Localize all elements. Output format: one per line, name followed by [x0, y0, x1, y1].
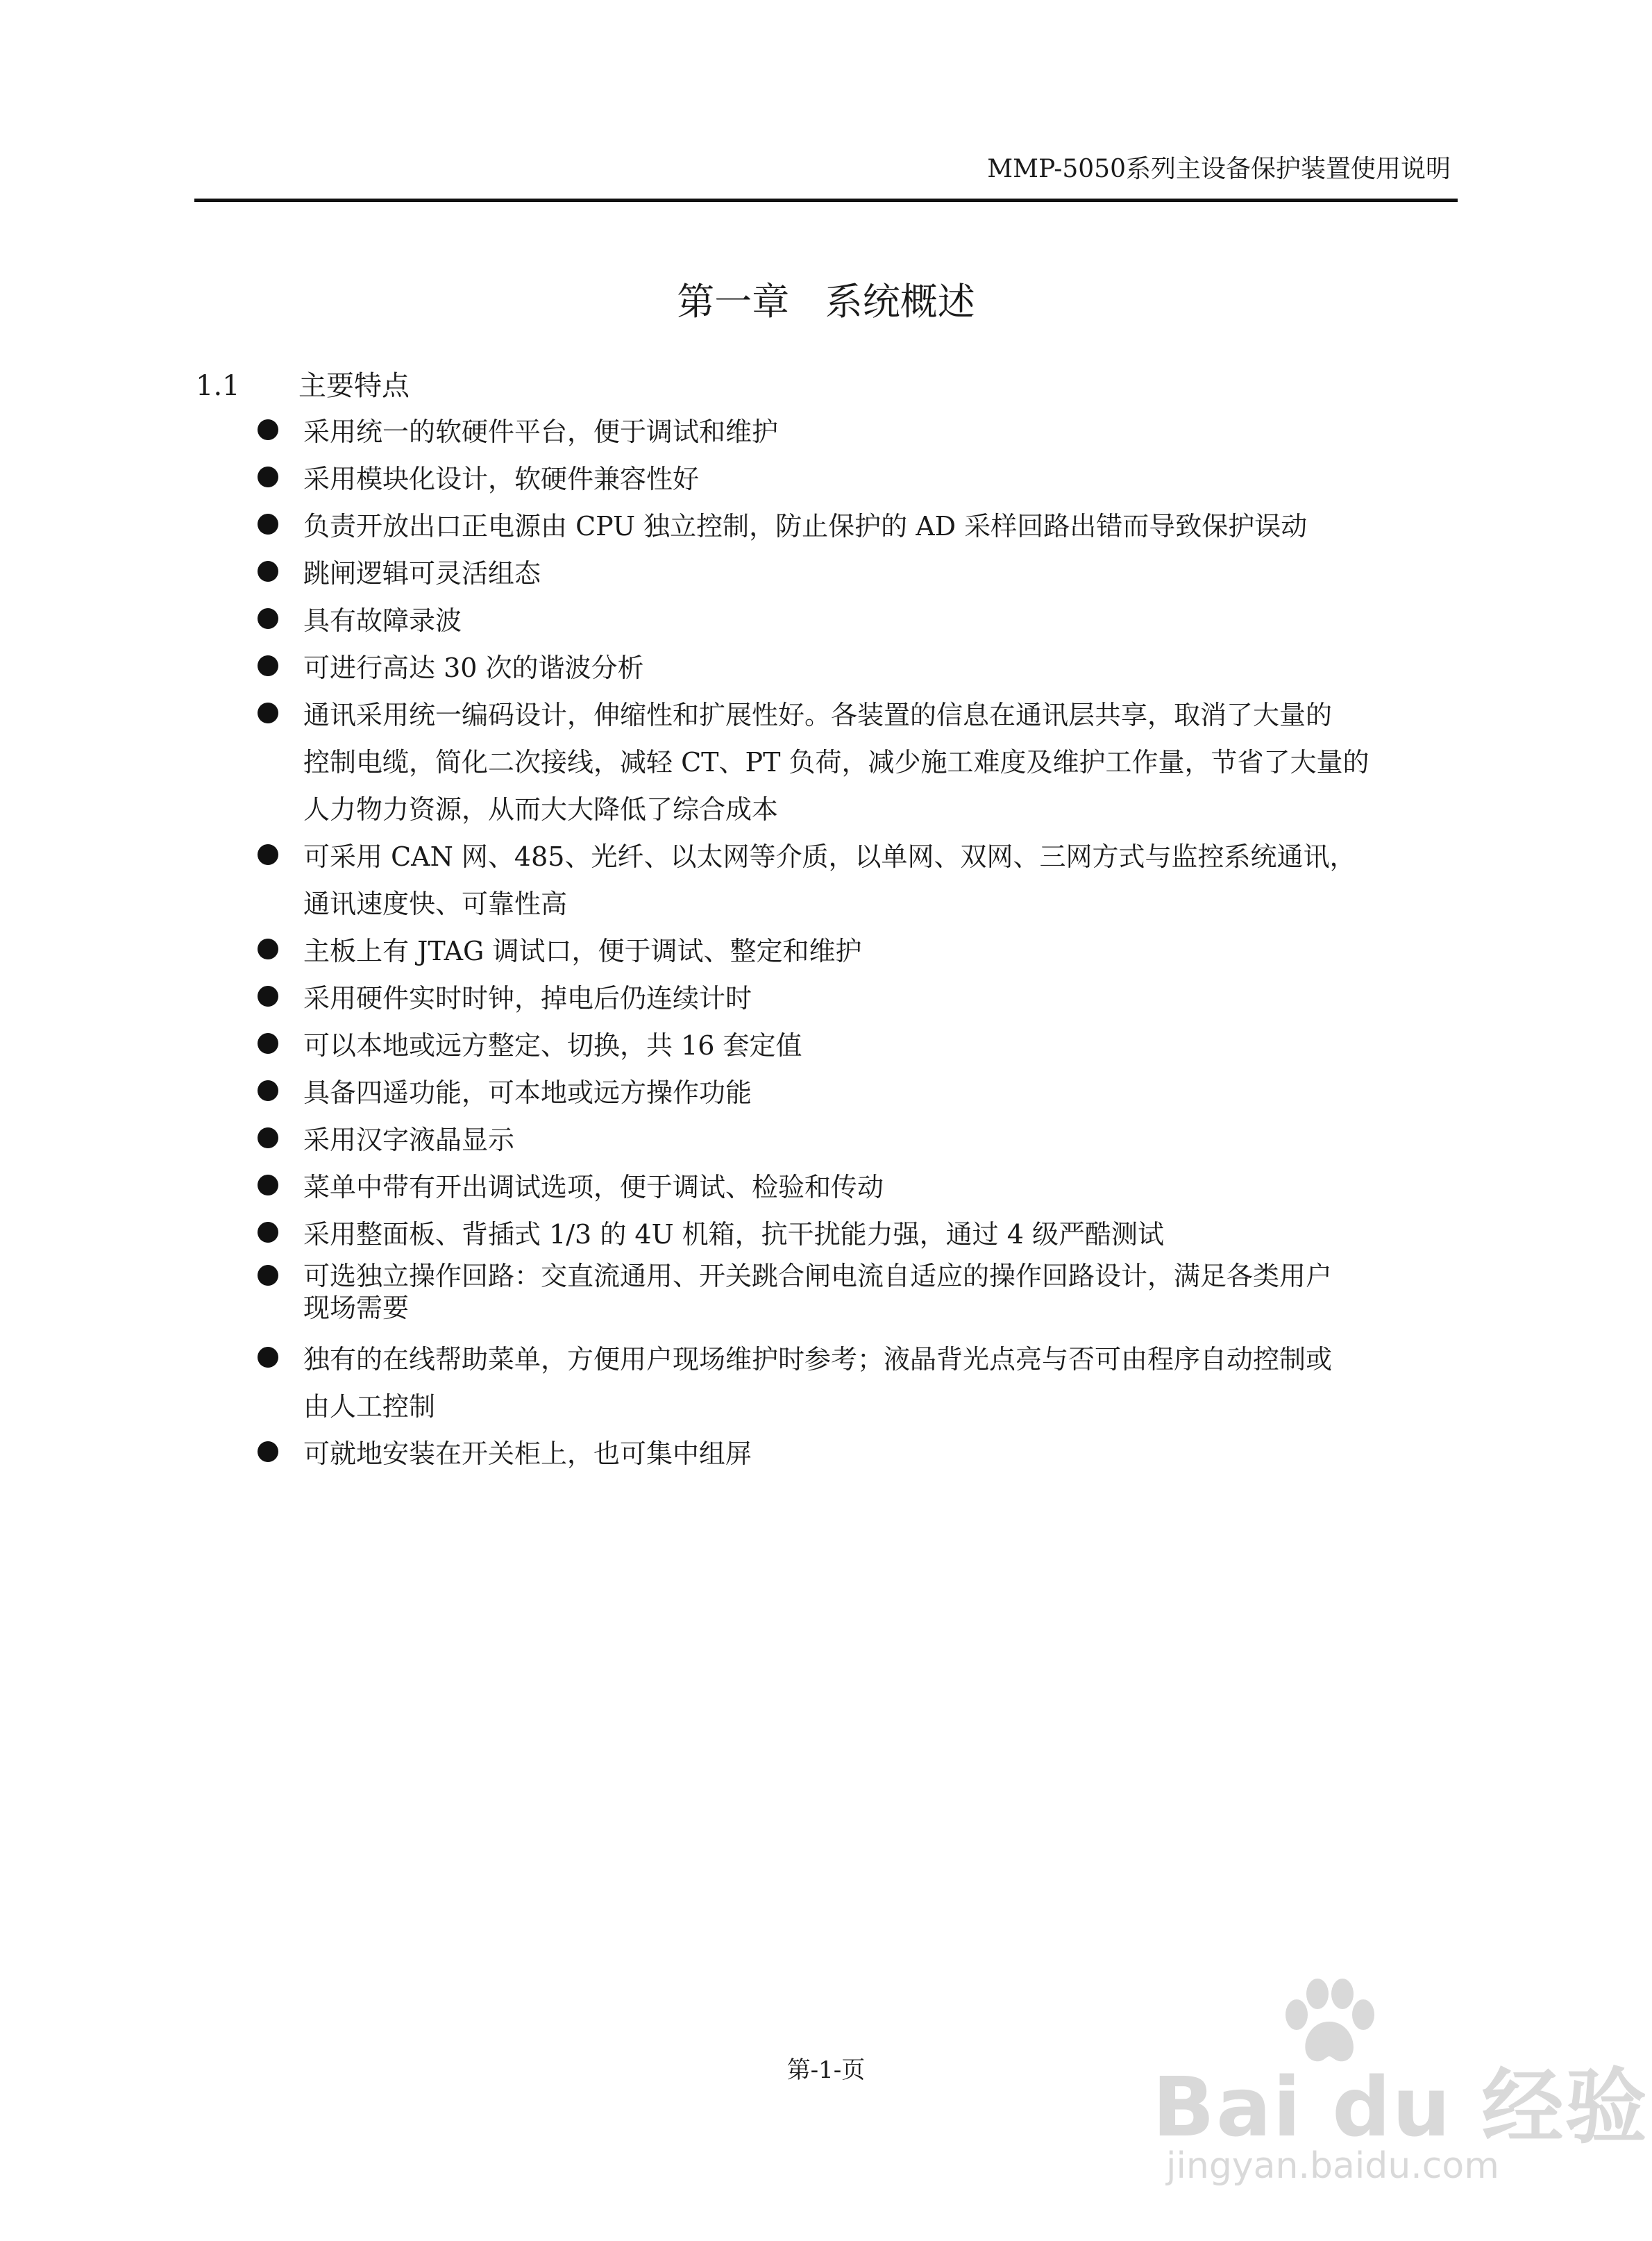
bullet-icon [258, 1441, 278, 1462]
page-number: 第-1-页 [786, 2056, 866, 2084]
bullet-icon [258, 1222, 278, 1243]
feature-text: 控制电缆，简化二次接线，减轻 CT、PT 负荷，减少施工难度及维护工作量，节省了大量的 [303, 747, 1369, 778]
feature-text: 人力物力资源，从而大大降低了综合成本 [303, 794, 779, 825]
watermark-brand: Bai du 经验 [1152, 2059, 1649, 2155]
bullet-icon [258, 1347, 278, 1368]
bullet-icon [258, 844, 278, 865]
feature-text: 采用统一的软硬件平台，便于调试和维护 [303, 417, 779, 447]
bullet-icon [258, 561, 278, 582]
bullet-icon [258, 419, 278, 440]
feature-text: 菜单中带有开出调试选项，便于调试、检验和传动 [303, 1172, 884, 1202]
feature-text: 负责开放出口正电源由 CPU 独立控制，防止保护的 AD 采样回路出错而导致保护误动 [303, 511, 1308, 542]
feature-text: 可进行高达 30 次的谐波分析 [303, 653, 644, 683]
feature-text: 可就地安装在开关柜上，也可集中组屏 [303, 1438, 752, 1469]
bullet-icon [258, 703, 278, 723]
feature-text: 采用汉字液晶显示 [303, 1125, 515, 1155]
feature-text: 可采用 CAN 网、485、光纤、以太网等介质，以单网、双网、三网方式与监控系统通讯， [303, 841, 1356, 872]
feature-text: 通讯速度快、可靠性高 [303, 889, 568, 919]
section-title: 主要特点 [298, 370, 410, 402]
feature-text: 采用整面板、背插式 1/3 的 4U 机箱，抗干扰能力强，通过 4 级严酷测试 [303, 1219, 1165, 1250]
bullet-icon [258, 1265, 278, 1286]
feature-text: 可选独立操作回路：交直流通用、开关跳合闸电流自适应的操作回路设计，满足各类用户 [303, 1261, 1333, 1291]
watermark-url: jingyan.baidu.com [1166, 2145, 1499, 2187]
bullet-icon [258, 1127, 278, 1148]
feature-text: 通讯采用统一编码设计，伸缩性和扩展性好。各装置的信息在通讯层共享，取消了大量的 [303, 700, 1333, 730]
bullet-icon [258, 608, 278, 629]
baidu-watermark [1152, 1979, 1649, 2208]
feature-text: 由人工控制 [303, 1391, 436, 1422]
feature-text: 采用模块化设计，软硬件兼容性好 [303, 464, 700, 494]
chapter-title: 第一章 系统概述 [677, 280, 975, 324]
feature-text: 跳闸逻辑可灵活组态 [303, 558, 541, 589]
bullet-icon [258, 655, 278, 676]
feature-text: 现场需要 [303, 1293, 410, 1323]
bullet-icon [258, 514, 278, 535]
section-number: 1.1 [196, 370, 240, 402]
bullet-icon [258, 939, 278, 959]
feature-text: 主板上有 JTAG 调试口，便于调试、整定和维护 [303, 936, 862, 966]
feature-text: 可以本地或远方整定、切换，共 16 套定值 [303, 1030, 802, 1061]
feature-text: 具有故障录波 [303, 605, 462, 636]
bullet-icon [258, 467, 278, 487]
bullet-icon [258, 1033, 278, 1054]
header-title: MMP-5050系列主设备保护装置使用说明 [987, 155, 1451, 183]
bullet-icon [258, 1175, 278, 1195]
bullet-icon [258, 986, 278, 1007]
bullet-icon [258, 1080, 278, 1101]
feature-text: 采用硬件实时时钟，掉电后仍连续计时 [303, 983, 752, 1014]
feature-text: 独有的在线帮助菜单，方便用户现场维护时参考；液晶背光点亮与否可由程序自动控制或 [303, 1344, 1333, 1375]
feature-text: 具备四遥功能，可本地或远方操作功能 [303, 1077, 752, 1108]
